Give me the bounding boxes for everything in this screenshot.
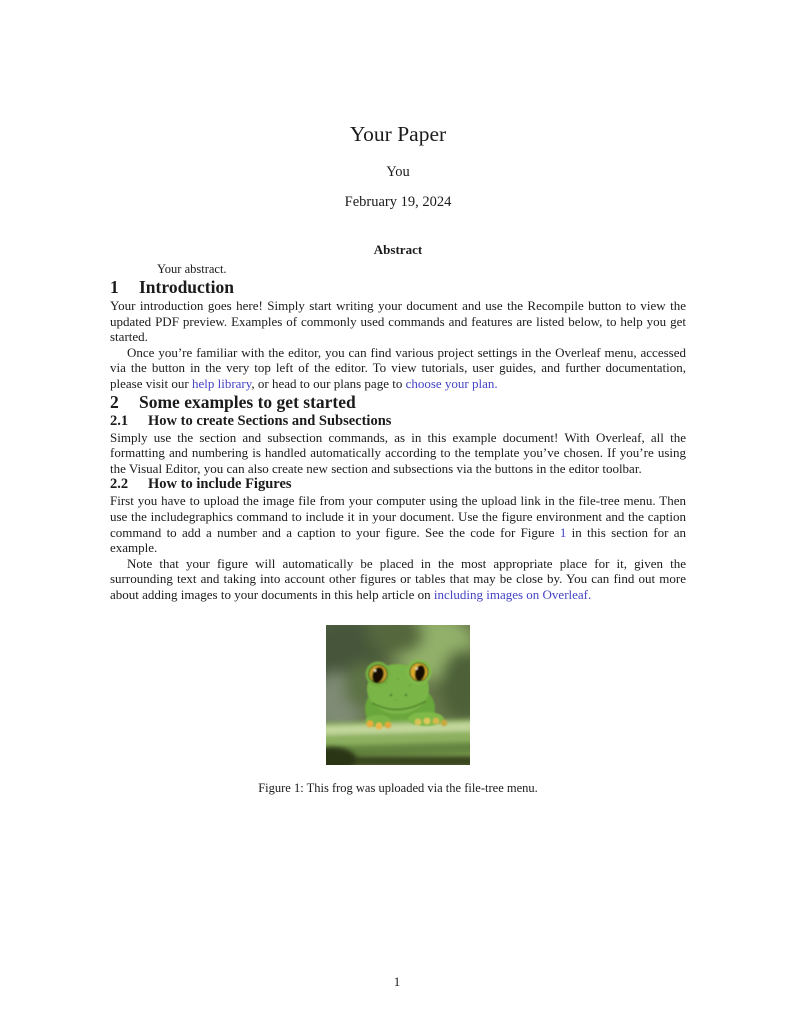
help-library-link[interactable]: help library	[191, 375, 252, 391]
paper-title: Your Paper	[349, 122, 447, 146]
page-number: 1	[393, 974, 401, 989]
subsection-heading-figures	[110, 476, 686, 493]
abstract-section	[110, 242, 686, 277]
section-title: Introduction	[139, 277, 234, 297]
including-images-link[interactable]: including images on Overleaf.	[433, 586, 592, 602]
section-heading-examples	[110, 392, 686, 413]
intro-paragraph-2	[110, 345, 686, 392]
intro-p2-text-2: , or head to our plans page to	[251, 375, 406, 391]
subsection-title: How to include Figures	[148, 476, 292, 493]
intro-paragraph-1: Your introduction goes here! Simply start writing your document and use the Recompile button to view the updated PDF preview. Examples of commonly used commands and features are listed below, to help you get started.	[110, 298, 686, 345]
frog-photo	[326, 625, 470, 765]
section-number: 2	[110, 391, 119, 412]
figure-1	[110, 625, 686, 796]
subsection-heading-sections	[110, 413, 686, 430]
figures-p1-text-2: in this section for an example.	[110, 524, 686, 556]
abstract-text: Your abstract.	[157, 262, 227, 276]
document-content	[110, 0, 686, 796]
figures-paragraph-1	[110, 493, 686, 555]
figure-1-ref-link[interactable]: 1	[559, 524, 567, 540]
subsection-sections-paragraph: Simply use the section and subsection commands, as in this example document! With Overleaf, all the formatting and numbering is handled automatically according to the template you’ve chosen. If you’re using the Visual Editor, you can also create new section and subsections via the buttons in the editor toolbar.	[110, 429, 686, 476]
subsection-number: 2.1	[110, 412, 129, 429]
subsection-title: How to create Sections and Subsections	[148, 412, 392, 429]
abstract-heading: Abstract	[373, 242, 423, 257]
paper-date: February 19, 2024	[344, 194, 452, 210]
figures-p2-text-1: Note that your figure will automatically be placed in the most appropriate place for it, given the surrounding text and taking into account other figures or tables that may be close by. You can find out more about adding images to your documents in this help article on	[110, 555, 686, 602]
intro-p2-text-1: Once you’re familiar with the editor, you can find various project settings in the Overleaf menu, accessed via the button in the very top left of the editor. To view tutorials, user guides, and further documentation, please visit our	[110, 344, 686, 391]
subsection-number: 2.2	[110, 476, 129, 493]
figures-p1-text-1: First you have to upload the image file from your computer using the upload link in the file-tree menu. Then use the includegraphics command to include it in your document. Use the figure environment and the caption command to add a number and a caption to your figure. See the code for Figure	[110, 493, 686, 540]
figures-paragraph-2	[110, 556, 686, 603]
section-heading-introduction	[110, 277, 686, 298]
section-number: 1	[110, 277, 119, 297]
figure-caption: Figure 1: This frog was uploaded via the file-tree menu.	[258, 780, 538, 795]
paper-author: You	[386, 164, 410, 180]
section-title: Some examples to get started	[139, 391, 356, 412]
choose-your-plan-link[interactable]: choose your plan.	[405, 375, 498, 391]
